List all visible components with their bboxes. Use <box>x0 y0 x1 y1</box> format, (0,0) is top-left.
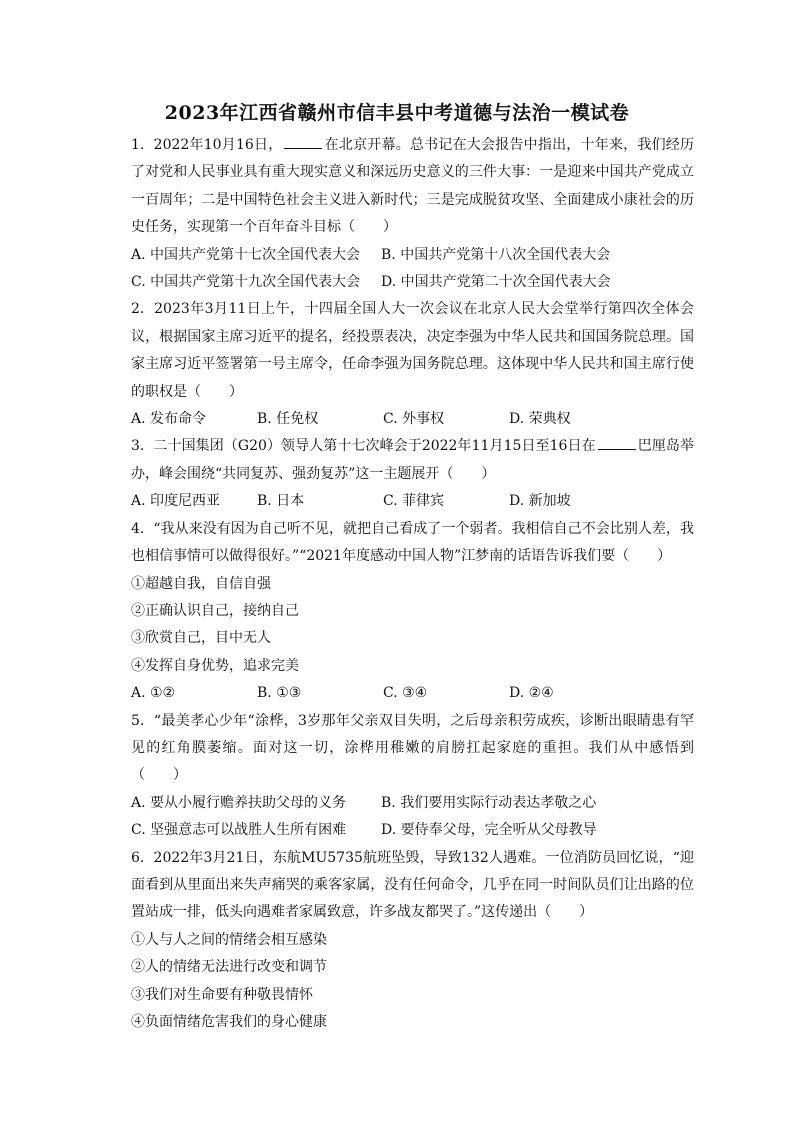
statement-item: ①超越自我，自信自强 <box>131 575 271 592</box>
question-5-options-row-1 <box>131 790 694 817</box>
option-c[interactable]: C. 外事权 <box>383 411 445 428</box>
option-c[interactable]: C. 坚强意志可以战胜人生所有困难 <box>131 822 347 839</box>
option-c[interactable]: C. 菲律宾 <box>383 493 445 510</box>
question-1 <box>131 132 694 296</box>
question-6 <box>131 845 694 1037</box>
question-3 <box>131 433 694 515</box>
option-b[interactable]: B. 中国共产党第十八次全国代表大会 <box>381 246 611 263</box>
option-d[interactable]: D. 中国共产党第二十次全国代表大会 <box>381 274 611 291</box>
question-4-stem: 4. “我从来没有因为自己听不见，就把自己看成了一个弱者。我相信自己不会比别人差，我也相信事情可以做得很好。”“2021年度感动中国人物”江梦南的话语告诉我们要（ ） <box>131 520 694 565</box>
question-1-stem: 1. 2022年10月16日， 在北京开幕。总书记在大会报告中指出，十年来，我们经历了对党和人民事业具有重大现实意义和深远历史意义的三件大事：一是迎来中国共产党成立一百周年；二是中国特色社会主义进入新时代；三是完成脱贫攻坚、全面建成小康社会的历史任务，实现第一个百年奋斗目标（ ） <box>131 132 694 242</box>
answer-blank <box>284 134 322 149</box>
question-5-stem: 5. “最美孝心少年“涂桦，3岁那年父亲双目失明，之后母亲积劳成疾，诊断出眼睛患有罕见的红角膜萎缩。面对这一切，涂桦用稚嫩的肩膀扛起家庭的重担。我们从中感悟到（ ） <box>131 712 694 784</box>
question-1-options-row-2 <box>131 269 694 296</box>
statement-item: ④发挥自身优势，追求完美 <box>131 657 299 674</box>
question-2 <box>131 296 694 433</box>
option-a[interactable]: A. 印度尼西亚 <box>131 493 221 510</box>
option-c[interactable]: C. ③④ <box>383 685 428 702</box>
statement-item: ③欣赏自己，目中无人 <box>131 630 271 647</box>
option-a[interactable]: A. 发布命令 <box>131 411 207 428</box>
option-d[interactable]: D. ②④ <box>509 685 554 702</box>
statement-item: ②人的情绪无法进行改变和调节 <box>131 959 327 976</box>
question-6-stem: 6. 2022年3月21日，东航MU5735航班坠毁，导致132人遇难。一位消防员回忆说，“迎面看到从里面出来失声痛哭的乘客家属，没有任何命令，几乎在同一时间队员们让出路的位置站成一排，低头向遇难者家属致意，许多战友都哭了。”这传递出（ ） <box>131 849 694 921</box>
option-d[interactable]: D. 荣典权 <box>509 411 571 428</box>
question-5-options-row-2 <box>131 817 694 844</box>
question-list <box>131 132 694 1036</box>
option-c[interactable]: C. 中国共产党第十九次全国代表大会 <box>131 274 361 291</box>
exam-title: 2023年江西省赣州市信丰县中考道德与法治一模试卷 <box>164 102 630 124</box>
option-b[interactable]: B. 我们要用实际行动表达孝敬之心 <box>381 794 597 811</box>
option-b[interactable]: B. ①③ <box>257 685 302 702</box>
statement-item: ③我们对生命要有种敬畏情怀 <box>131 986 313 1003</box>
option-a[interactable]: A. 中国共产党第十七次全国代表大会 <box>131 246 361 263</box>
question-1-options-row-1 <box>131 242 694 269</box>
option-b[interactable]: B. 任免权 <box>257 411 319 428</box>
statement-item: ④负面情绪危害我们的身心健康 <box>131 1014 327 1030</box>
option-d[interactable]: D. 新加坡 <box>509 493 571 510</box>
question-2-stem: 2. 2023年3月11日上午，十四届全国人大一次会议在北京人民大会堂举行第四次全体会议，根据国家主席习近平的提名，经投票表决，决定李强为中华人民共和国国务院总理。国家主席习近平签署第一号主席令，任命李强为国务院总理。这体现中华人民共和国主席行使的职权是（ ） <box>131 301 694 400</box>
option-b[interactable]: B. 日本 <box>257 493 305 510</box>
option-a[interactable]: A. ①② <box>131 685 176 702</box>
question-4-options <box>131 680 694 707</box>
answer-blank <box>598 435 636 450</box>
question-3-stem: 3. 二十国集团（G20）领导人第十七次峰会于2022年11月15日至16日在 巴厘岛举办，峰会围绕“共同复苏、强劲复苏”这一主题展开（ ） <box>131 433 694 488</box>
question-2-options <box>131 406 694 433</box>
statement-item: ②正确认识自己，接纳自己 <box>131 602 299 619</box>
question-4 <box>131 516 694 708</box>
question-3-options <box>131 488 694 515</box>
option-d[interactable]: D. 要侍奉父母，完全听从父母教导 <box>381 822 597 839</box>
option-a[interactable]: A. 要从小履行赡养扶助父母的义务 <box>131 794 347 811</box>
question-5 <box>131 708 694 845</box>
statement-item: ①人与人之间的情绪会相互感染 <box>131 931 327 948</box>
